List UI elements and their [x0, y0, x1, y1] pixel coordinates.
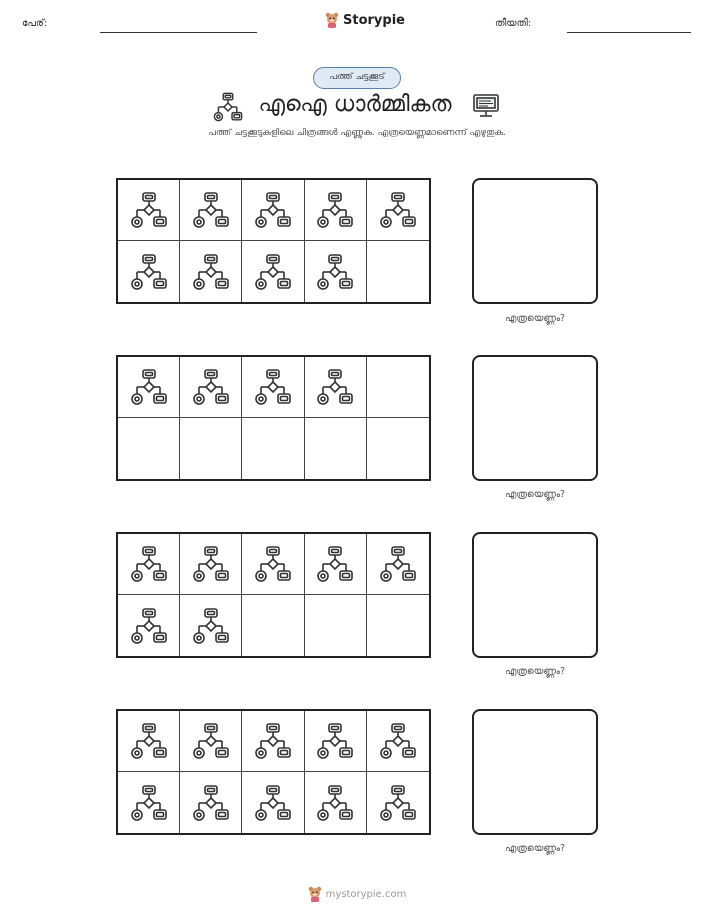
- ten-frame-cell: [242, 418, 304, 479]
- name-label: പേര്:: [22, 18, 48, 29]
- flowchart-icon: [129, 252, 169, 292]
- flowchart-icon: [253, 783, 293, 823]
- question-label-1: എത്രയെണ്ണം?: [504, 313, 566, 324]
- flowchart-icon: [129, 721, 169, 761]
- ten-frame-cell: [242, 534, 304, 595]
- flowchart-icon: [253, 190, 293, 230]
- bear-mascot-icon: [325, 12, 339, 28]
- ten-frame-2: [116, 355, 431, 481]
- ten-frame-1: [116, 178, 431, 304]
- flowchart-icon: [315, 721, 355, 761]
- ten-frame-cell: [305, 534, 367, 595]
- ten-frame-cell: [367, 180, 429, 241]
- date-line: [567, 32, 691, 33]
- flowchart-icon: [253, 252, 293, 292]
- ten-frame-cell: [367, 534, 429, 595]
- footer-url[interactable]: mystorypie.com: [325, 888, 407, 900]
- instructions: പത്ത് ചട്ടക്കൂടുകളിലെ ചിത്രങ്ങൾ എണ്ണുക. എത്രയെണ്ണമാണെന്ന് എഴുതുക.: [208, 128, 506, 138]
- answer-box-4[interactable]: [472, 709, 598, 835]
- ten-frame-cell: [305, 711, 367, 772]
- ten-frame-cell: [305, 357, 367, 418]
- topic-badge: പത്ത് ചട്ടക്കൂട്: [313, 67, 401, 89]
- ten-frame-cell: [180, 595, 242, 656]
- ten-frame-cell: [118, 418, 180, 479]
- ten-frame-cell: [367, 711, 429, 772]
- ten-frame-cell: [180, 241, 242, 302]
- flowchart-icon: [191, 367, 231, 407]
- ten-frame-cell: [242, 772, 304, 833]
- question-label-4: എത്രയെണ്ണം?: [504, 843, 566, 854]
- ten-frame-cell: [305, 418, 367, 479]
- flowchart-icon: [378, 190, 418, 230]
- bear-mascot-icon: [308, 886, 322, 902]
- answer-box-1[interactable]: [472, 178, 598, 304]
- flowchart-icon: [191, 606, 231, 646]
- ten-frame-cell: [242, 711, 304, 772]
- footer: [0, 886, 714, 902]
- ten-frame-cell: [180, 534, 242, 595]
- ten-frame-cell: [242, 595, 304, 656]
- ten-frame-cell: [367, 595, 429, 656]
- ten-frame-cell: [180, 418, 242, 479]
- ten-frame-cell: [118, 595, 180, 656]
- flowchart-icon: [129, 190, 169, 230]
- ten-frame-cell: [367, 241, 429, 302]
- flowchart-icon: [191, 252, 231, 292]
- flowchart-icon: [129, 544, 169, 584]
- ten-frame-cell: [367, 418, 429, 479]
- flowchart-icon: [315, 190, 355, 230]
- flowchart-icon: [315, 367, 355, 407]
- ten-frame-cell: [305, 772, 367, 833]
- ten-frame-cell: [180, 180, 242, 241]
- flowchart-icon: [129, 783, 169, 823]
- ten-frame-cell: [305, 241, 367, 302]
- ten-frame-cell: [242, 180, 304, 241]
- ten-frame-cell: [118, 772, 180, 833]
- ten-frame-cell: [367, 357, 429, 418]
- ten-frame-cell: [118, 357, 180, 418]
- flowchart-icon: [253, 721, 293, 761]
- flowchart-icon: [191, 544, 231, 584]
- question-label-2: എത്രയെണ്ണം?: [504, 489, 566, 500]
- ten-frame-cell: [305, 595, 367, 656]
- name-line: [100, 32, 257, 33]
- flowchart-icon: [378, 544, 418, 584]
- flowchart-icon: [129, 606, 169, 646]
- ten-frame-cell: [118, 711, 180, 772]
- answer-box-2[interactable]: [472, 355, 598, 481]
- computer-monitor-icon: [472, 93, 500, 119]
- flowchart-icon: [253, 367, 293, 407]
- ten-frame-cell: [305, 180, 367, 241]
- answer-box-3[interactable]: [472, 532, 598, 658]
- ten-frame-cell: [180, 357, 242, 418]
- ten-frame-cell: [242, 357, 304, 418]
- ten-frame-cell: [180, 772, 242, 833]
- ten-frame-cell: [118, 180, 180, 241]
- flowchart-icon: [378, 721, 418, 761]
- ten-frame-cell: [367, 772, 429, 833]
- flowchart-icon: [253, 544, 293, 584]
- flowchart-icon: [191, 190, 231, 230]
- date-label: തീയതി:: [495, 18, 532, 29]
- flowchart-icon: [378, 783, 418, 823]
- brand-logo: [325, 12, 405, 28]
- flowchart-icon: [191, 721, 231, 761]
- question-label-3: എത്രയെണ്ണം?: [504, 666, 566, 677]
- ten-frame-cell: [118, 534, 180, 595]
- page-title: എഐ ധാർമ്മികത: [258, 92, 452, 117]
- flowchart-icon: [315, 544, 355, 584]
- flowchart-icon: [212, 91, 244, 123]
- brand-name: Storypie: [343, 12, 405, 28]
- ten-frame-cell: [242, 241, 304, 302]
- flowchart-icon: [129, 367, 169, 407]
- flowchart-icon: [315, 783, 355, 823]
- flowchart-icon: [315, 252, 355, 292]
- ten-frame-4: [116, 709, 431, 835]
- flowchart-icon: [191, 783, 231, 823]
- ten-frame-cell: [118, 241, 180, 302]
- ten-frame-3: [116, 532, 431, 658]
- ten-frame-cell: [180, 711, 242, 772]
